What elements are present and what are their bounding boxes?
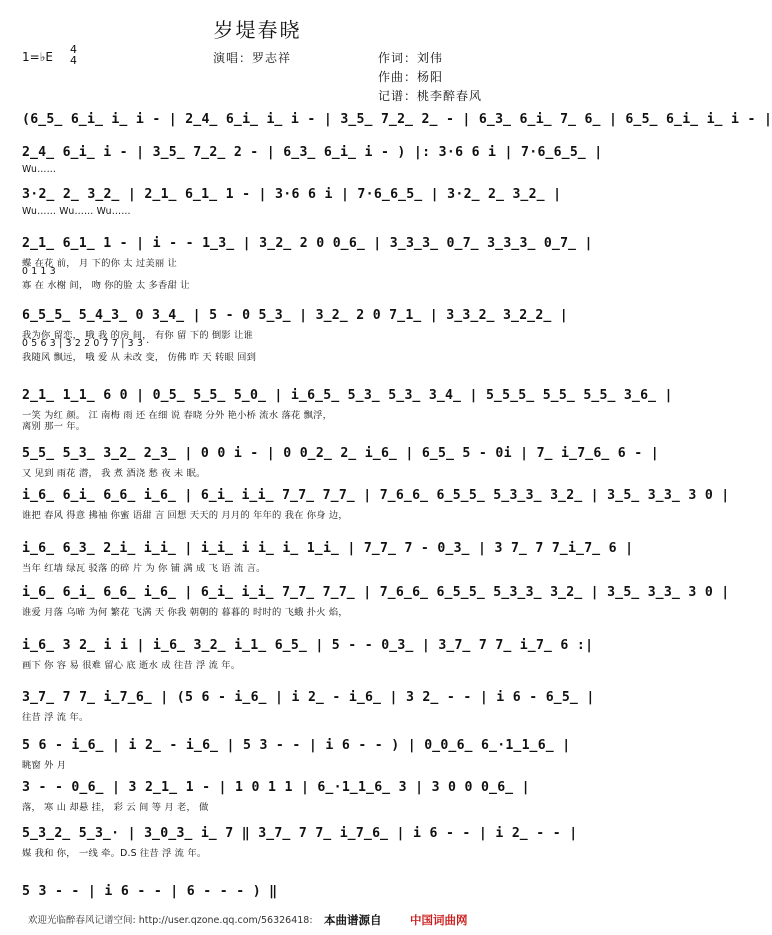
lyric-line: 我为你 留恋， 哦 我 的房 间， 有你 留 下的 倒影 让谁 (22, 330, 253, 341)
lyric-line: 画下 你 容 易 很难 留心 底 逝水 成 往昔 浮 流 年。 (22, 660, 241, 671)
lyric-line: 一笑 为红 颜。 江 南梅 雨 还 在细 说 春晓 分外 艳小桥 流水 落花 飘浮， (22, 410, 333, 421)
transcriber-credit: 记谱：桃李醉春风 (378, 89, 483, 103)
singer-credit: 演唱：罗志祥 (213, 51, 292, 65)
lyric-line: 寡 在 水榭 间， 吻 你的脸 太 多香甜 让 (22, 280, 190, 291)
notation-row: 2̲1̲ 6̲1̲ 1 - | i - - 1̲3̲ | 3̲2̲ 2 0 0̲6̲ | 3̲3̲3̲ 0̲7̲ 3̲3̲3̲ 0̲7̲ | (22, 236, 593, 251)
lyric-line: 0 1 1 3 (22, 266, 56, 277)
notation-row: 3·2̲ 2̲ 3̲2̲ | 2̲1̲ 6̲1̲ 1 - | 3·6 6 i | 7·6̲6̲5̲ | 3·2̲ 2̲ 3̲2̲ | (22, 187, 562, 202)
site-logo: 中国词曲网 (410, 913, 468, 927)
lyric-line: Wu…… Wu…… Wu…… (22, 206, 131, 217)
source-logo-text: 本曲谱源自 (324, 913, 382, 927)
footer-site-text: 欢迎光临醉春风记谱空间: http://user.qzone.qq.com/56326418: (28, 915, 313, 926)
notation-row: 2̲1̲ 1̲1̲ 6 0 | 0̲5̲ 5̲5̲ 5̲0̲ | i̲6̲5̲ 5̲3̲ 5̲3̲ 3̲4̲ | 5̲5̲5̲ 5̲5̲ 5̲5̲ 3̲6̲ | (22, 388, 673, 403)
notation-row: 6̲5̲5̲ 5̲4̲3̲ 0 3̲4̲ | 5 - 0 5̲3̲ | 3̲2̲ 2 0 7̲1̲ | 3̲3̲2̲ 3̲2̲2̲ | (22, 308, 569, 323)
lyric-line: 我随风 飘远， 哦 爱 从 未改 变， 仿佛 昨 天 转眼 回到 (22, 352, 257, 363)
lyric-line: 眺窗 外 月 (22, 760, 67, 771)
lyric-line: 离别 那一 年。 (22, 421, 86, 432)
meter-top: 4 (70, 43, 77, 56)
lyric-line: 媒 我和 你， 一线 牵。D.S 往昔 浮 流 年。 (22, 848, 207, 859)
notation-row: i̲6̲ 3 2̲ i i | i̲6̲ 3̲2̲ i̲1̲ 6̲5̲ | 5 - - 0̲3̲ | 3̲7̲ 7 7̲ i̲7̲ 6 :| (22, 638, 594, 653)
lyric-line: 当年 红墙 绿瓦 驳落 的碎 片 为 你 铺 满 成 飞 语 流 言。 (22, 563, 266, 574)
lyric-line: 又 见到 雨花 潜， 我 煮 酒浇 愁 夜 未 眠。 (22, 468, 206, 479)
time-signature (70, 44, 77, 66)
page-title: 岁堤春晓 (213, 18, 302, 42)
composer-credit: 作曲：杨阳 (378, 70, 444, 84)
notation-row: 2̲4̲ 6̲i̲ i - | 3̲5̲ 7̲2̲ 2 - | 6̲3̲ 6̲i̲ i - ) |: 3·6 6 i | 7·6̲6̲5̲ | (22, 145, 603, 160)
notation-row: 3 - - 0̲6̲ | 3 2̲1̲ 1 - | 1 0 1 1 | 6̲·1̲1̲6̲ 3 | 3 0 0 0̲6̲ | (22, 780, 530, 795)
key-signature: 1=♭E (22, 50, 53, 64)
lyric-line: 谁爱 月落 乌啼 为何 繁花 飞满 天 你我 朝朝的 暮暮的 时时的 飞蛾 扑火 焰， (22, 607, 348, 618)
lyric-line: Wu…… (22, 164, 57, 175)
lyric-line: 往昔 浮 流 年。 (22, 712, 89, 723)
lyric-line: 0 5 6 3 | 3 2 2 0 7 7 | 3 3 · (22, 338, 150, 349)
notation-row: 5 6 - i̲6̲ | i 2̲ - i̲6̲ | 5 3 - - | i 6 - - ) | 0̲0̲6̲ 6̲·1̲1̲6̲ | (22, 738, 571, 753)
lyricist-credit: 作词：刘伟 (378, 51, 444, 65)
notation-row: i̲6̲ 6̲3̲ 2̲i̲ i̲i̲ | i̲i̲ i i̲ i̲ 1̲i̲ | 7̲7̲ 7 - 0̲3̲ | 3 7̲ 7 7̲i̲7̲ 6 | (22, 541, 634, 556)
notation-row: i̲6̲ 6̲i̲ 6̲6̲ i̲6̲ | 6̲i̲ i̲i̲ 7̲7̲ 7̲7̲ | 7̲6̲6̲ 6̲5̲5̲ 5̲3̲3̲ 3̲2̲ | 3̲5̲ 3̲3̲ 3 0 | (22, 585, 730, 600)
notation-row: (6̲5̲ 6̲i̲ i̲ i - | 2̲4̲ 6̲i̲ i̲ i - | 3̲5̲ 7̲2̲ 2̲ - | 6̲3̲ 6̲i̲ 7̲ 6̲ | 6̲5̲ 6̲i̲ i̲ i - | (22, 112, 772, 127)
notation-row: i̲6̲ 6̲i̲ 6̲6̲ i̲6̲ | 6̲i̲ i̲i̲ 7̲7̲ 7̲7̲ | 7̲6̲6̲ 6̲5̲5̲ 5̲3̲3̲ 3̲2̲ | 3̲5̲ 3̲3̲ 3 0 | (22, 488, 730, 503)
notation-row: 5 3 - - | i 6 - - | 6 - - - ) ‖ (22, 884, 278, 899)
notation-row: 5̲3̲2̲ 5̲3̲· | 3̲0̲3̲ i̲ 7 ‖ 3̲7̲ 7 7̲ i̲7̲6̲ | i 6 - - | i 2̲ - - | (22, 826, 578, 841)
lyric-line: 蝶 在花 前， 月 下的你 太 过美丽 让 (22, 258, 178, 269)
notation-row: 3̲7̲ 7 7̲ i̲7̲6̲ | (5 6 - i̲6̲ | i 2̲ - i̲6̲ | 3 2̲ - - | i 6 - 6̲5̲ | (22, 690, 595, 705)
lyric-line: 落， 寒 山 却悬 挂， 彩 云 间 等 月 老， 做 (22, 802, 209, 813)
notation-row: 5̲5̲ 5̲3̲ 3̲2̲ 2̲3̲ | 0 0 i - | 0 0̲2̲ 2̲ i̲6̲ | 6̲5̲ 5 - 0i | 7̲ i̲7̲6̲ 6 - | (22, 446, 659, 461)
meter-bottom: 4 (70, 54, 77, 67)
lyric-line: 谁把 春风 得意 拂袖 你蜜 语甜 言 回想 天天的 月月的 年年的 我在 你身 边， (22, 510, 348, 521)
